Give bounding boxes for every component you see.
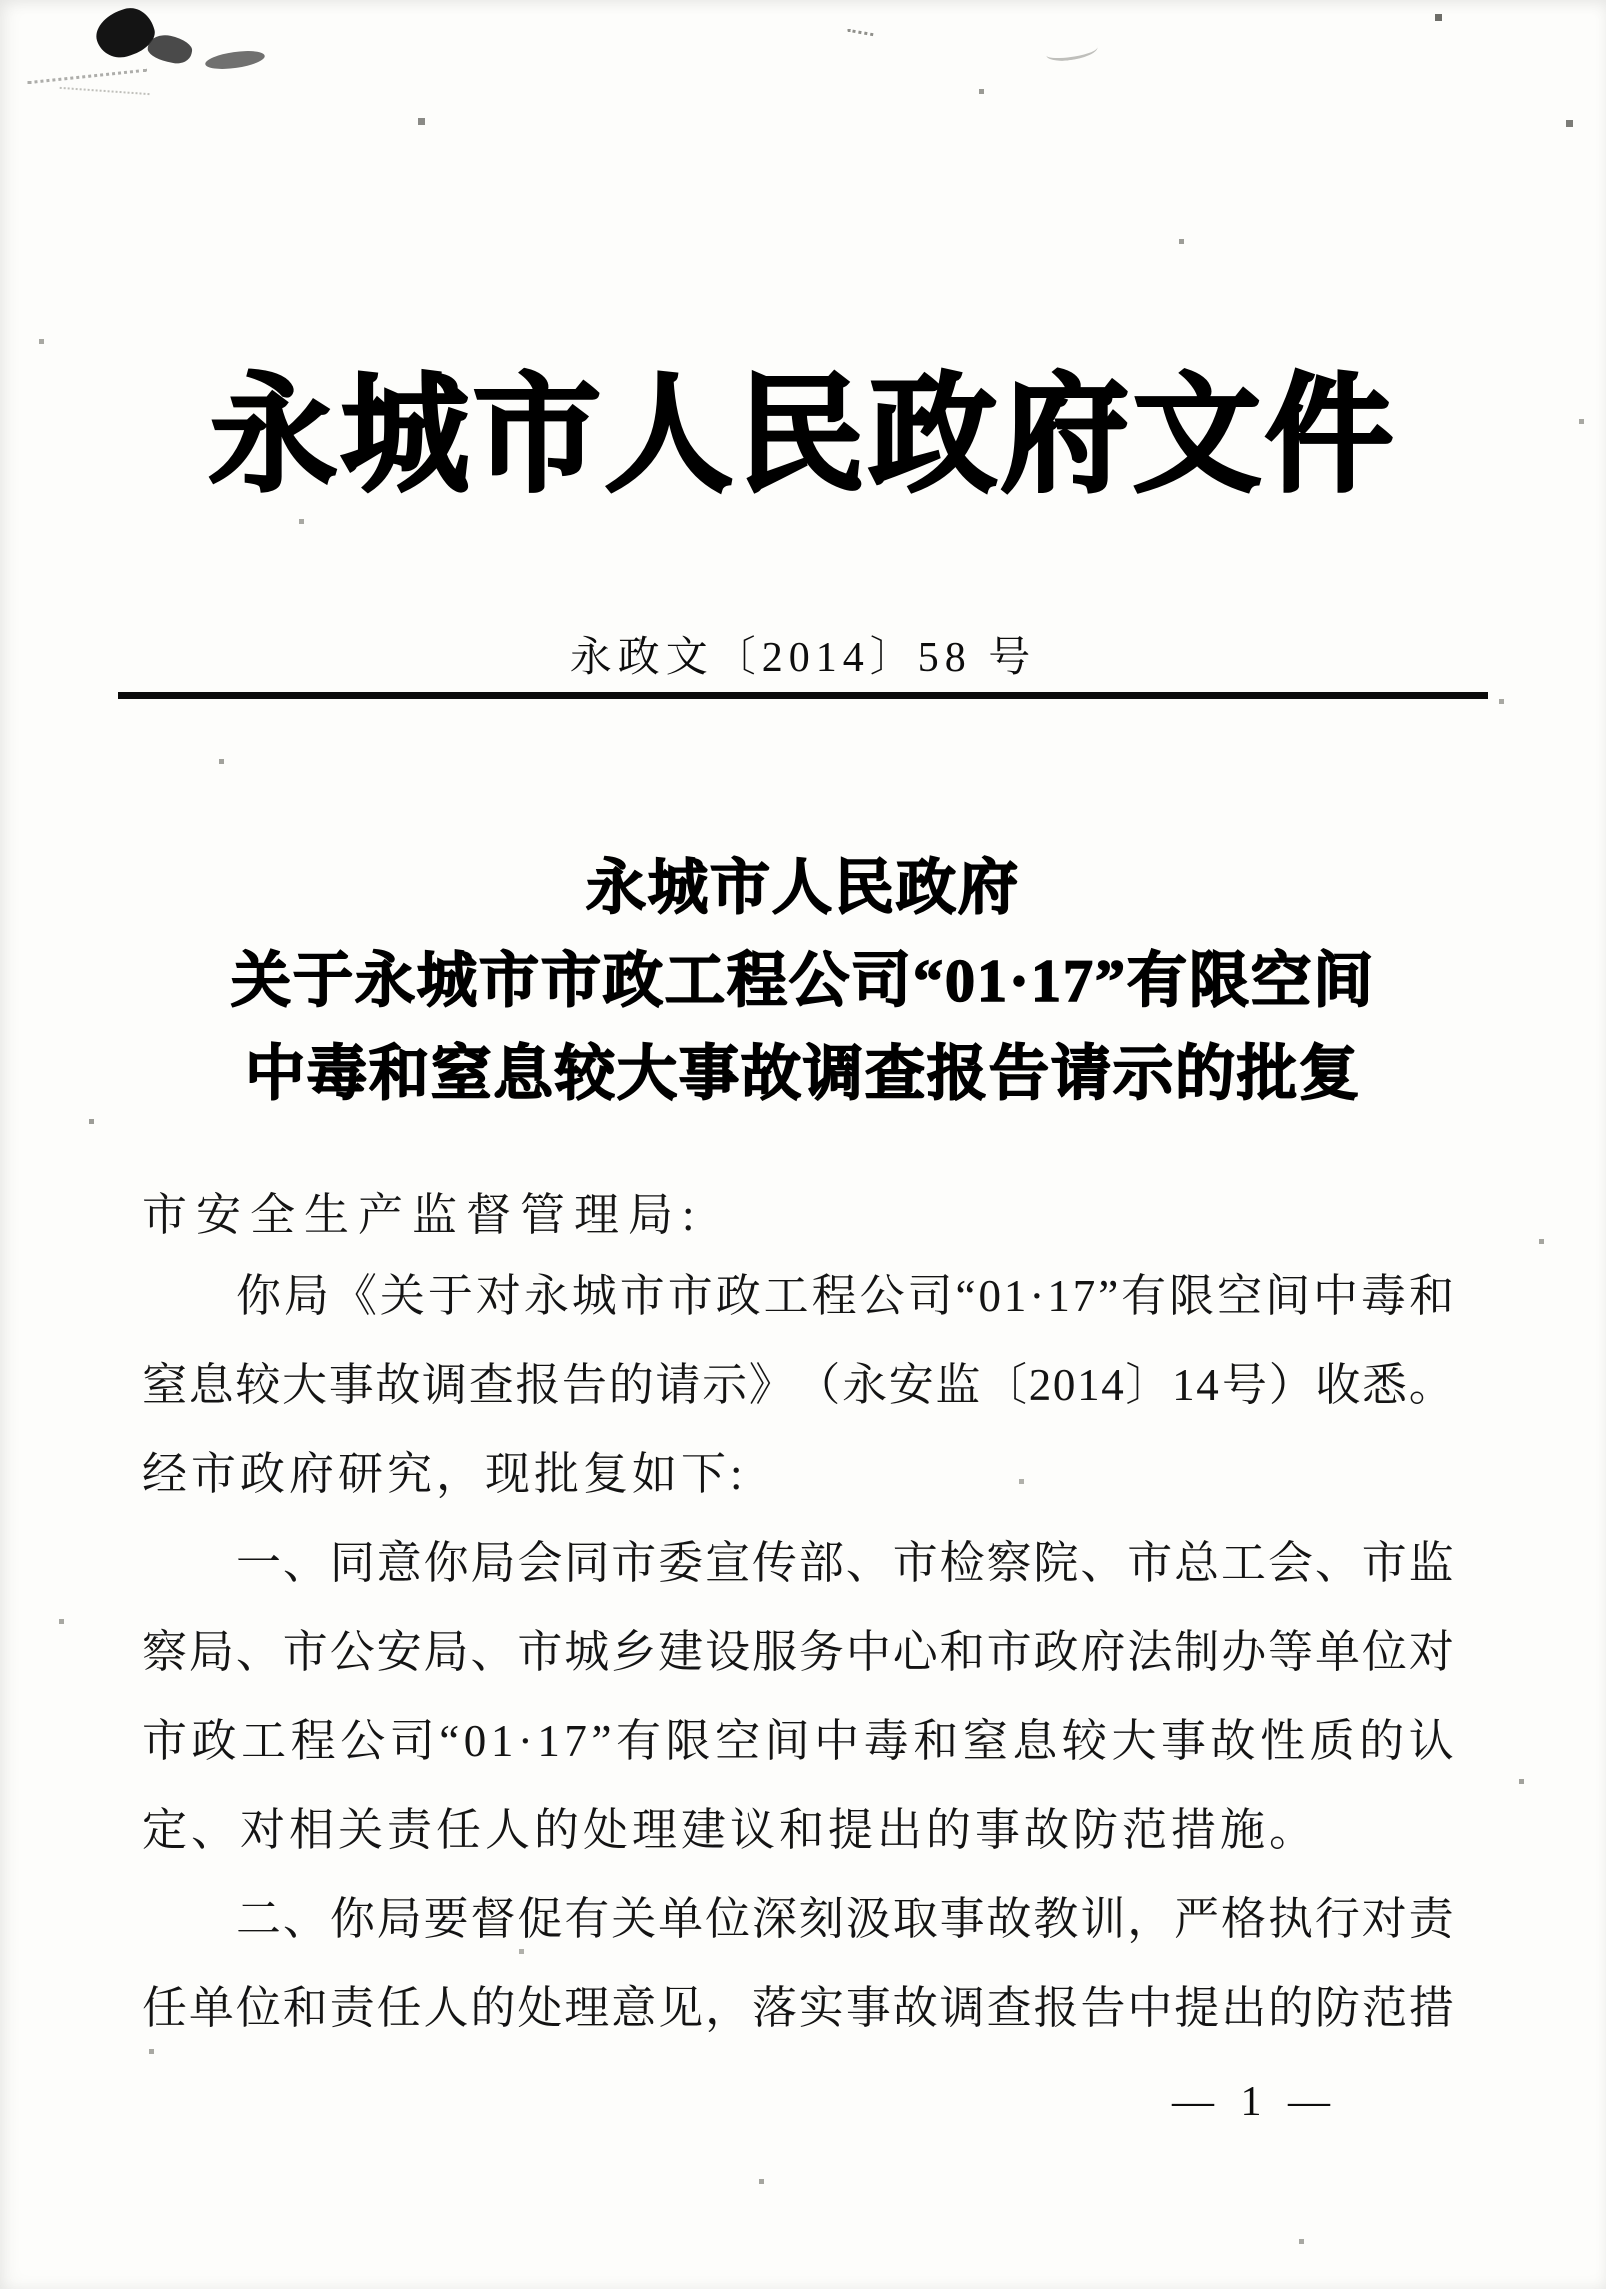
scan-smudge <box>90 2 159 64</box>
document-title-line: 永城市人民政府 <box>586 855 1020 921</box>
body-line: 一 、 同 意 你 局 会 同 市 委 宣 传 部 、 市 检 察 院 、 市 总 工 会 、 市 监 <box>236 1538 1454 1588</box>
body-line: 市 政 工 程 公 司 “ 0 1 · 1 7 ” 有 限 空 间 中 毒 和 窒 息 较 大 事 故 性 质 的 认 <box>142 1716 1454 1766</box>
body-text <box>142 1252 1454 2053</box>
document-title-line: 关于永城市市政工程公司“01·17”有限空间 <box>230 948 1375 1014</box>
document-title-line: 中毒和窒息较大事故调查报告请示的批复 <box>245 1041 1361 1107</box>
scan-mark <box>847 22 874 36</box>
body-line: 二 、 你 局 要 督 促 有 关 单 位 深 刻 汲 取 事 故 教 训 ， 严 格 执 行 对 责 <box>236 1894 1454 1944</box>
scan-speckles <box>0 0 3 3</box>
letterhead-title: 永城市人民政府文件 <box>208 365 1397 507</box>
body-line: 任 单 位 和 责 任 人 的 处 理 意 见 ， 落 实 事 故 调 查 报 告 中 提 出 的 防 范 措 <box>142 1983 1454 2033</box>
body-line: 你 局 《 关 于 对 永 城 市 市 政 工 程 公 司 “ 0 1 · 1 7 ” 有 限 空 间 中 毒 和 <box>236 1271 1454 1321</box>
scan-mark <box>1045 39 1099 62</box>
letterhead-divider-rule <box>118 692 1488 699</box>
body-line: 窒 息 较 大 事 故 调 查 报 告 的 请 示 》 （ 永 安 监 〔 2 0 1 4 〕 1 4 号 ） 收 悉 。 <box>142 1360 1454 1410</box>
page-number: — 1 — <box>1172 2079 1338 2125</box>
scan-smudge <box>204 48 266 72</box>
scan-smudge <box>146 32 194 67</box>
body-line: 经市政府研究，现批复如下: <box>142 1449 747 1499</box>
body-line: 定、对相关责任人的处理建议和提出的事故防范措施。 <box>142 1805 1319 1855</box>
scan-scribble <box>25 46 147 84</box>
scan-scribble <box>60 75 151 95</box>
document-number: 永政文〔2014〕58 号 <box>569 635 1037 681</box>
document-title-block <box>0 842 1606 1121</box>
salutation: 市安全生产监督管理局: <box>142 1190 704 1240</box>
body-line: 察 局 、 市 公 安 局 、 市 城 乡 建 设 服 务 中 心 和 市 政 府 法 制 办 等 单 位 对 <box>142 1627 1454 1677</box>
